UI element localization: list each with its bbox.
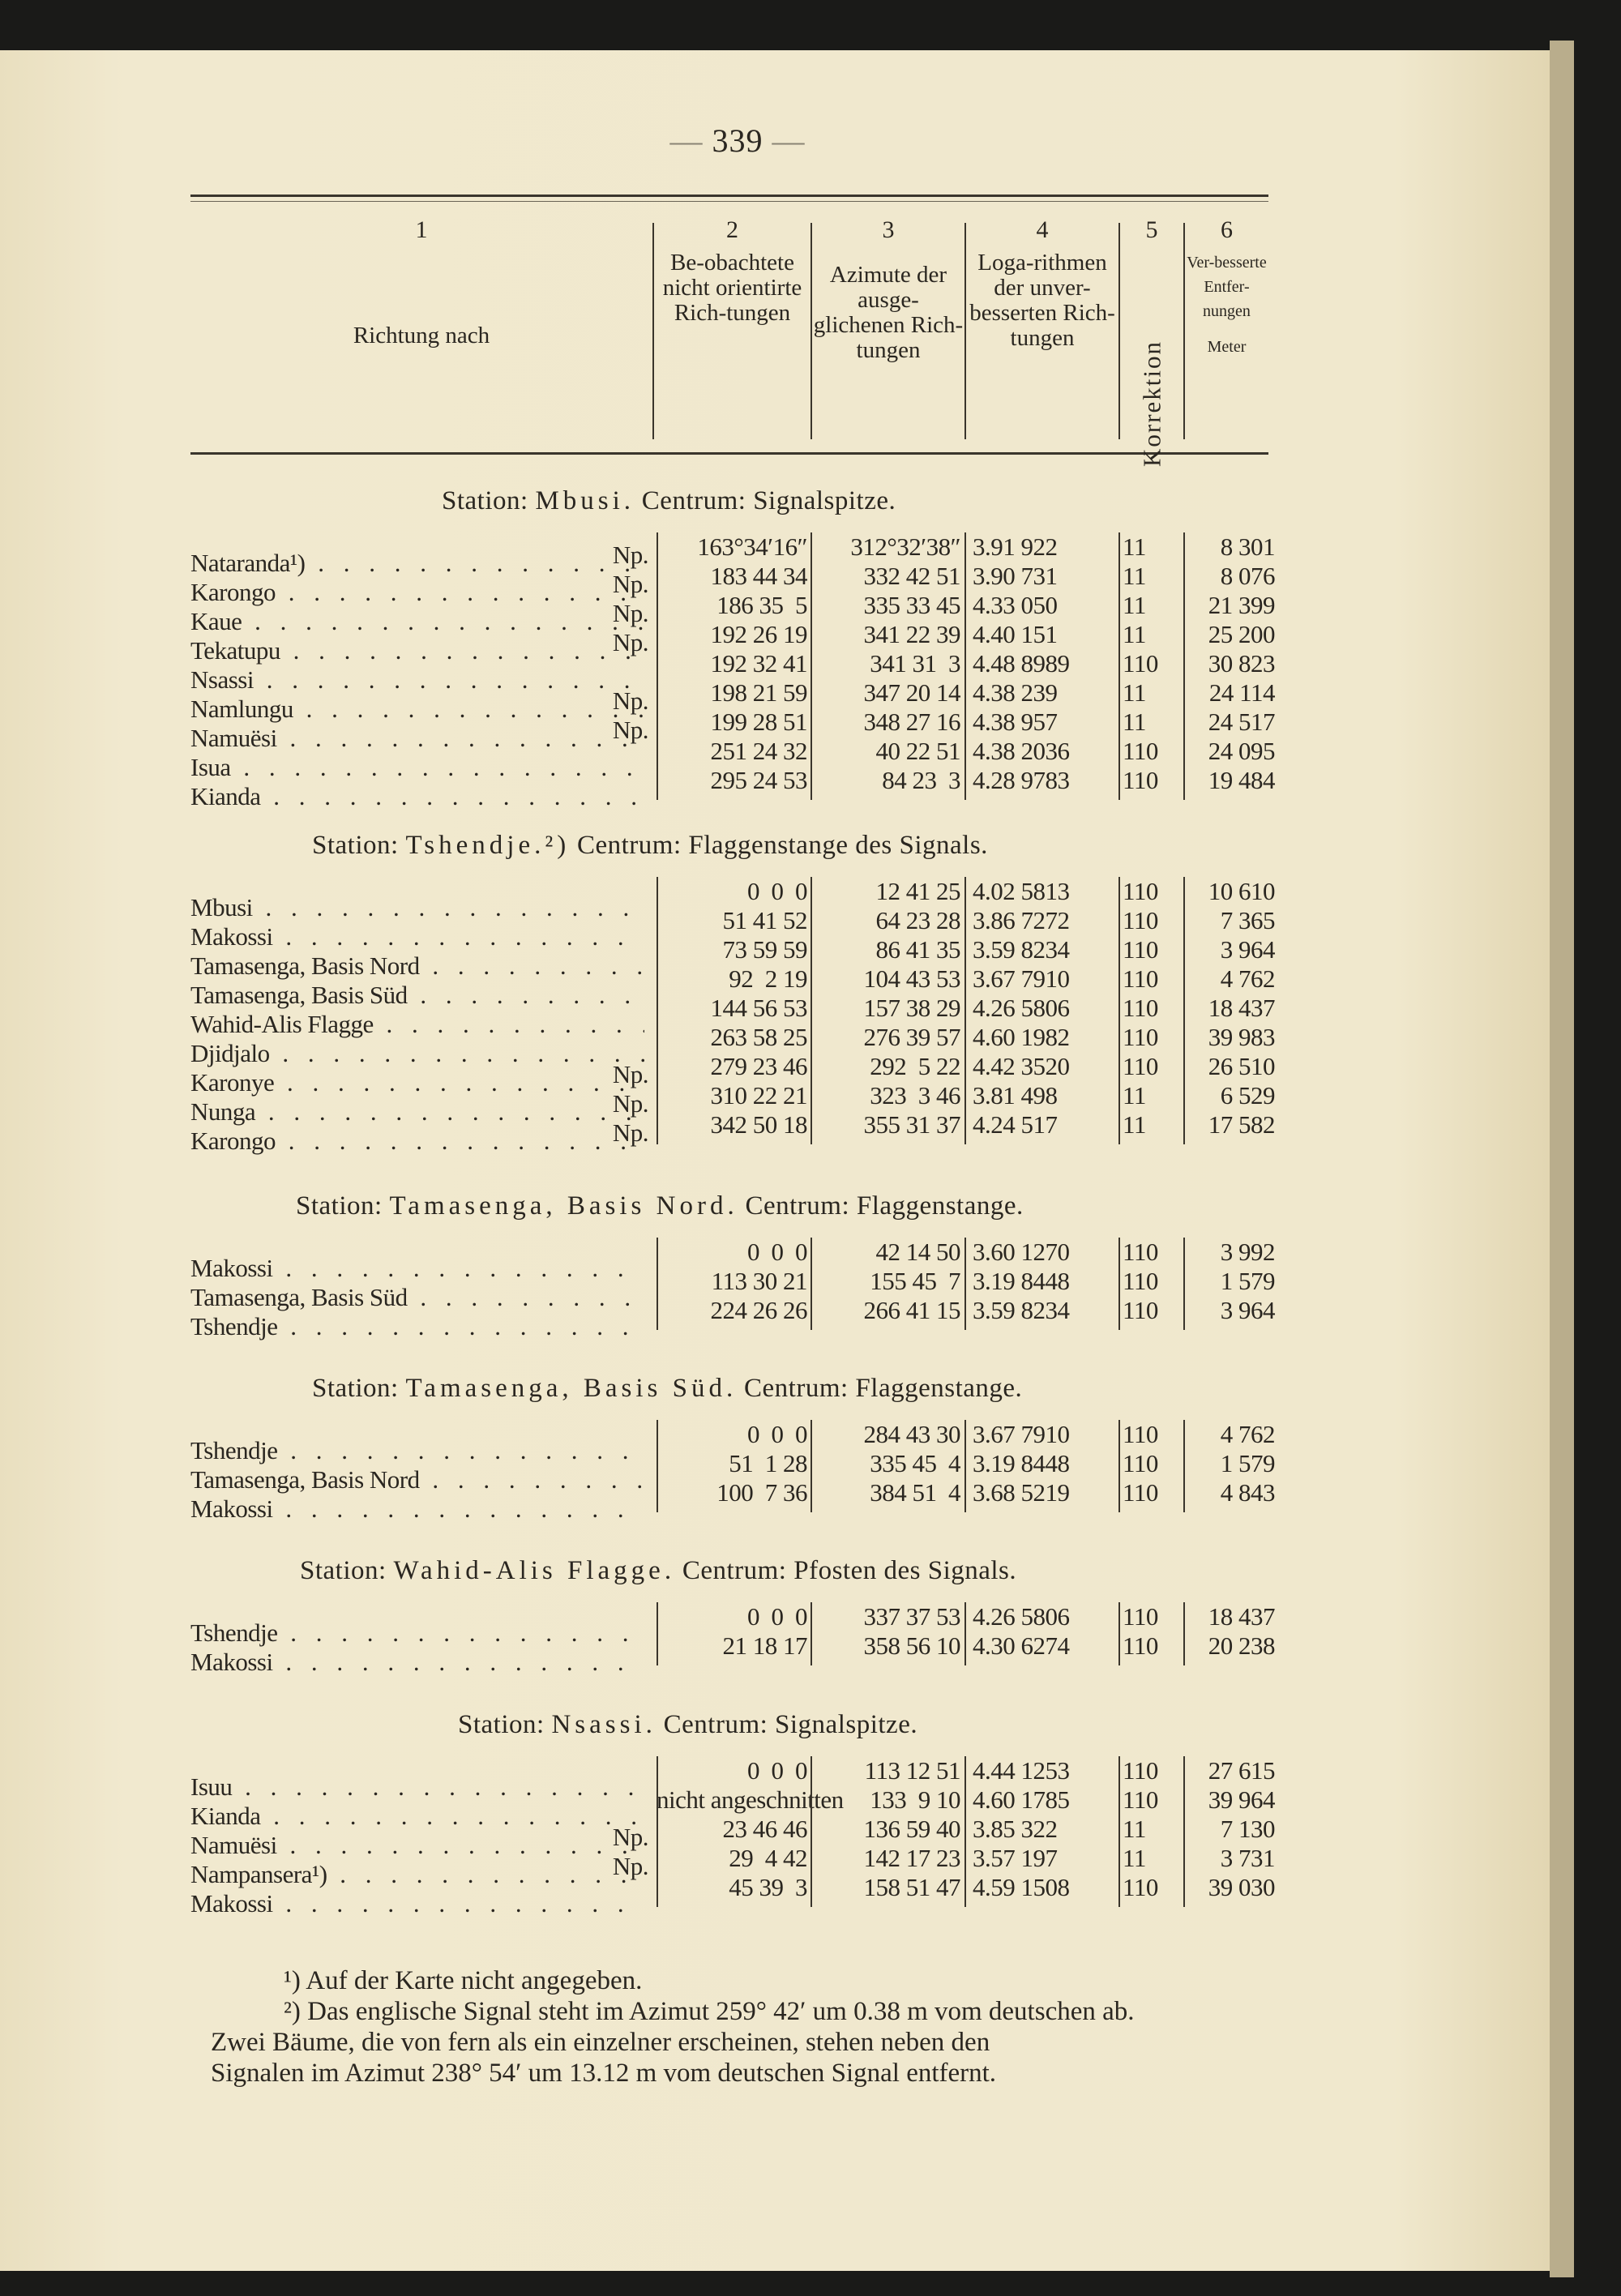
cell-c6: 8 076 (1220, 562, 1275, 590)
cell-c6: 27 615 (1208, 1756, 1275, 1785)
footnotes (211, 1965, 1313, 2089)
cell-c5: 11 (1123, 708, 1146, 736)
cell-c3: 341 31 3 (870, 649, 960, 678)
cell-c4: 3.19 8448 (973, 1267, 1070, 1295)
cell-c4: 4.40 151 (973, 620, 1058, 648)
column-rule (1118, 1756, 1120, 1907)
cell-c4: 3.67 7910 (973, 1420, 1070, 1448)
cell-c5: 110 (1123, 1602, 1158, 1631)
cell-np: Np. (612, 716, 648, 744)
cell-c2: 192 26 19 (710, 620, 807, 648)
cell-c2: 0 0 0 (747, 1756, 807, 1785)
cell-c4: 3.81 498 (973, 1081, 1058, 1110)
table-row (190, 766, 1277, 810)
cell-c4: 4.33 050 (973, 591, 1058, 619)
cell-name: Tamasenga, Basis Süd . . . (190, 981, 644, 1010)
cell-np: Np. (612, 1823, 648, 1851)
cell-c6: 7 130 (1220, 1815, 1275, 1843)
cell-c5: 11 (1123, 591, 1146, 619)
station-title-station: Tamasenga, Basis Süd. (405, 1374, 738, 1403)
cell-name: Namlungu . . . (190, 695, 644, 724)
cell-c3: 158 51 47 (863, 1873, 960, 1901)
cell-name: Makossi . . . (190, 1254, 644, 1283)
cell-c3: 84 23 3 (882, 766, 960, 794)
cell-c6: 18 437 (1208, 994, 1275, 1022)
column-rule (964, 877, 966, 1144)
cell-c2: 199 28 51 (710, 708, 807, 736)
cell-np: Np. (612, 1852, 648, 1880)
column-rule (657, 1602, 658, 1665)
cell-c6: 1 579 (1220, 1267, 1275, 1295)
cell-c4: 4.59 1508 (973, 1873, 1070, 1901)
station-title-centrum-label: Centrum: (576, 831, 682, 860)
cell-c5: 110 (1123, 766, 1158, 794)
column-rule (1118, 1602, 1120, 1665)
cell-c3: 133 9 10 (870, 1785, 960, 1814)
cell-c4: 4.26 5806 (973, 1602, 1070, 1631)
station-title-station-label: Station: (458, 1710, 545, 1739)
cell-c5: 11 (1123, 620, 1146, 648)
page-edge (1550, 41, 1574, 2277)
cell-c6: 39 030 (1208, 1873, 1275, 1901)
cell-c3: 86 41 35 (875, 935, 960, 964)
cell-c2: 163°34′16″ (697, 532, 807, 561)
station-title-centrum-label: Centrum: (663, 1710, 768, 1739)
cell-name: Nunga . . . (190, 1097, 644, 1127)
table-row (190, 1296, 1277, 1340)
cell-c3: 337 37 53 (863, 1602, 960, 1631)
cell-c2: 0 0 0 (747, 877, 807, 905)
cell-c6: 39 983 (1208, 1023, 1275, 1051)
cell-c4: 4.30 6274 (973, 1631, 1070, 1660)
cell-np: Np. (612, 570, 648, 598)
cell-np: Np. (612, 1089, 648, 1118)
station-title-station-label: Station: (442, 486, 528, 515)
cell-c2: 342 50 18 (710, 1110, 807, 1139)
column-rule (810, 877, 812, 1144)
column-rule (964, 1756, 966, 1907)
cell-name: Tshendje . . . (190, 1618, 644, 1648)
cell-c4: 4.44 1253 (973, 1756, 1070, 1785)
cell-c6: 26 510 (1208, 1052, 1275, 1080)
cell-c5: 110 (1123, 1052, 1158, 1080)
cell-c6: 7 365 (1220, 906, 1275, 934)
cell-c2: 183 44 34 (710, 562, 807, 590)
cell-c3: 155 45 7 (870, 1267, 960, 1295)
cell-name: Tamasenga, Basis Süd . . . (190, 1283, 644, 1312)
cell-c2: 29 4 42 (729, 1844, 807, 1872)
cell-name: Makossi . . . (190, 1648, 644, 1677)
cell-c3: 266 41 15 (863, 1296, 960, 1324)
cell-c2: 73 59 59 (722, 935, 807, 964)
cell-c6: 10 610 (1208, 877, 1275, 905)
station-title (312, 1374, 1277, 1404)
cell-c6: 24 114 (1208, 678, 1275, 707)
cell-c3: 292 5 22 (870, 1052, 960, 1080)
cell-c5: 110 (1123, 1631, 1158, 1660)
column-rule (1183, 1238, 1185, 1330)
cell-c4: 4.24 517 (973, 1110, 1058, 1139)
column-rule (657, 877, 658, 1144)
station-section (190, 1191, 1277, 1340)
cell-name: Karongo . . . (190, 1127, 644, 1156)
cell-c5: 11 (1123, 1110, 1146, 1139)
cell-c4: 4.38 239 (973, 678, 1058, 707)
table-row (190, 1110, 1277, 1155)
station-title-centrum: Flaggenstange. (855, 1374, 1023, 1403)
cell-c5: 110 (1123, 1238, 1158, 1266)
cell-c2: 310 22 21 (710, 1081, 807, 1110)
cell-c3: 312°32′38″ (850, 532, 960, 561)
column-rule (657, 1756, 658, 1907)
cell-c2: 23 46 46 (722, 1815, 807, 1843)
cell-np: Np. (612, 599, 648, 627)
cell-c2: 251 24 32 (710, 737, 807, 765)
column-rule (1183, 877, 1185, 1144)
cell-name: Namuësi . . . (190, 1831, 644, 1860)
column-rule (657, 1238, 658, 1330)
column-rule (1118, 877, 1120, 1144)
column-rule (964, 1420, 966, 1512)
column-rule (1183, 532, 1185, 800)
cell-c6: 18 437 (1208, 1602, 1275, 1631)
station-title (296, 1191, 1277, 1221)
cell-c6: 3 964 (1220, 1296, 1275, 1324)
cell-c5: 11 (1123, 678, 1146, 707)
cell-c6: 21 399 (1208, 591, 1275, 619)
cell-c2: 0 0 0 (747, 1602, 807, 1631)
cell-name: Nampansera¹) . . . (190, 1860, 644, 1889)
column-rule (810, 1756, 812, 1907)
cell-c6: 4 843 (1220, 1478, 1275, 1507)
station-title-centrum: Flaggenstange des Signals. (688, 831, 988, 860)
cell-c6: 19 484 (1208, 766, 1275, 794)
cell-c5: 110 (1123, 1785, 1158, 1814)
header-col-4: 4 Loga-rithmen der unver-besserten Rich-tungen (969, 216, 1115, 351)
cell-c2: 113 30 21 (711, 1267, 807, 1295)
cell-c2: 186 35 5 (716, 591, 807, 619)
cell-name: Kaue . . . (190, 607, 644, 636)
cell-c5: 110 (1123, 877, 1158, 905)
cell-name: Isuu . . . (190, 1772, 644, 1802)
station-title-station-label: Station: (312, 831, 399, 860)
cell-name: Kianda . . . (190, 1802, 644, 1831)
cell-name: Kianda . . . (190, 782, 644, 811)
column-rule (1118, 1420, 1120, 1512)
cell-c6: 24 095 (1208, 737, 1275, 765)
cell-c5: 110 (1123, 935, 1158, 964)
cell-name: Tshendje . . . (190, 1436, 644, 1465)
station-title (458, 1710, 1277, 1740)
cell-c2: 0 0 0 (747, 1420, 807, 1448)
footnote-2: ²) Das englische Signal steht im Azimut 259° 42′ um 0.38 m vom deutschen ab. (284, 1997, 1135, 2026)
cell-c6: 17 582 (1208, 1110, 1275, 1139)
station-title-centrum-label: Centrum: (745, 1191, 850, 1221)
cell-c3: 12 41 25 (875, 877, 960, 905)
station-title-station: Tamasenga, Basis Nord. (389, 1191, 738, 1221)
cell-c4: 3.57 197 (973, 1844, 1058, 1872)
cell-np: Np. (612, 1118, 648, 1147)
cell-c5: 110 (1123, 1756, 1158, 1785)
table-row (190, 1873, 1277, 1918)
cell-c3: 136 59 40 (863, 1815, 960, 1843)
column-rule (964, 532, 966, 800)
cell-name: Makossi . . . (190, 922, 644, 951)
station-section (190, 1374, 1277, 1523)
header-col-1: 1 Richtung nach (353, 216, 490, 348)
cell-name: Karongo . . . (190, 578, 644, 607)
cell-c4: 3.59 8234 (973, 1296, 1070, 1324)
header-col-6: 6 Ver-besserte Entfer-nungen Meter (1187, 216, 1267, 356)
station-title-centrum-label: Centrum: (682, 1556, 787, 1585)
cell-c5: 110 (1123, 1023, 1158, 1051)
table-row (190, 1631, 1277, 1676)
cell-c4: 3.90 731 (973, 562, 1058, 590)
station-title-station: Nsassi. (551, 1710, 657, 1739)
station-title-station: Tshendje.²) (405, 831, 571, 860)
cell-c5: 110 (1123, 964, 1158, 993)
cell-c3: 276 39 57 (863, 1023, 960, 1051)
station-title-station: Mbusi. (535, 486, 635, 515)
cell-c6: 3 731 (1220, 1844, 1275, 1872)
cell-c4: 4.38 957 (973, 708, 1058, 736)
cell-c2: 21 18 17 (722, 1631, 807, 1660)
cell-c3: 355 31 37 (863, 1110, 960, 1139)
cell-c3: 384 51 4 (870, 1478, 960, 1507)
cell-c2: 198 21 59 (710, 678, 807, 707)
cell-c6: 25 200 (1208, 620, 1275, 648)
cell-c4: 4.26 5806 (973, 994, 1070, 1022)
cell-c3: 104 43 53 (863, 964, 960, 993)
station-section (190, 831, 1277, 1155)
cell-c2: 51 1 28 (729, 1449, 807, 1477)
cell-name: Makossi . . . (190, 1889, 644, 1918)
station-title (300, 1556, 1277, 1586)
cell-name: Wahid-Alis Flagge . . . (190, 1010, 644, 1039)
cell-name: Isua . . . (190, 753, 644, 782)
station-title-station-label: Station: (300, 1556, 387, 1585)
cell-name: Mbusi . . . (190, 893, 644, 922)
cell-c3: 341 22 39 (863, 620, 960, 648)
column-rule (1183, 1420, 1185, 1512)
cell-c5: 110 (1123, 737, 1158, 765)
station-title-station-label: Station: (312, 1374, 399, 1403)
cell-c5: 110 (1123, 1420, 1158, 1448)
cell-name: Tekatupu . . . (190, 636, 644, 665)
cell-name: Tshendje . . . (190, 1312, 644, 1341)
column-rule (810, 1602, 812, 1665)
station-title-centrum: Pfosten des Signals. (793, 1556, 1017, 1585)
cell-c6: 39 964 (1208, 1785, 1275, 1814)
cell-name: Karonye . . . (190, 1068, 644, 1097)
cell-c5: 110 (1123, 906, 1158, 934)
cell-c5: 110 (1123, 1267, 1158, 1295)
cell-c4: 3.86 7272 (973, 906, 1070, 934)
cell-c2: 295 24 53 (710, 766, 807, 794)
cell-c6: 24 517 (1208, 708, 1275, 736)
column-rule (810, 1420, 812, 1512)
cell-c5: 11 (1123, 1081, 1146, 1110)
station-title-centrum-label: Centrum: (641, 486, 746, 515)
cell-c5: 110 (1123, 1478, 1158, 1507)
cell-c2: 100 7 36 (716, 1478, 807, 1507)
cell-c2: 192 32 41 (710, 649, 807, 678)
cell-c3: 113 12 51 (864, 1756, 960, 1785)
column-rule (1118, 1238, 1120, 1330)
cell-c2: 144 56 53 (710, 994, 807, 1022)
station-title-centrum: Flaggenstange. (856, 1191, 1024, 1221)
cell-c6: 6 529 (1220, 1081, 1275, 1110)
cell-c6: 4 762 (1220, 964, 1275, 993)
cell-c2: 51 41 52 (722, 906, 807, 934)
cell-c6: 30 823 (1208, 649, 1275, 678)
cell-c2: 0 0 0 (747, 1238, 807, 1266)
cell-c4: 4.02 5813 (973, 877, 1070, 905)
cell-c6: 8 301 (1220, 532, 1275, 561)
cell-c3: 40 22 51 (875, 737, 960, 765)
header-col-2: 2 Be-obachtete nicht orientirte Rich-tungen (662, 216, 802, 326)
cell-c6: 3 992 (1220, 1238, 1275, 1266)
cell-np: Np. (612, 541, 648, 569)
cell-c4: 3.85 322 (973, 1815, 1058, 1843)
cell-c5: 11 (1123, 1815, 1146, 1843)
cell-c3: 332 42 51 (863, 562, 960, 590)
column-rule (1118, 532, 1120, 800)
cell-name: Makossi . . . (190, 1494, 644, 1524)
cell-c5: 11 (1123, 1844, 1146, 1872)
cell-c5: 11 (1123, 532, 1146, 561)
cell-c5: 110 (1123, 1873, 1158, 1901)
cell-name: Tamasenga, Basis Nord . . . (190, 1465, 644, 1494)
cell-name: Tamasenga, Basis Nord . . . (190, 951, 644, 981)
cell-c6: 20 238 (1208, 1631, 1275, 1660)
station-title-station-label: Station: (296, 1191, 383, 1221)
cell-c2: 224 26 26 (710, 1296, 807, 1324)
cell-c3: 42 14 50 (875, 1238, 960, 1266)
cell-c3: 142 17 23 (863, 1844, 960, 1872)
cell-c5: 110 (1123, 649, 1158, 678)
cell-c3: 335 33 45 (863, 591, 960, 619)
cell-c6: 4 762 (1220, 1420, 1275, 1448)
cell-c3: 64 23 28 (875, 906, 960, 934)
header-col-5: 5 Korrektion (1137, 216, 1166, 468)
column-rule (810, 1238, 812, 1330)
cell-np: Np. (612, 628, 648, 656)
cell-c4: 3.59 8234 (973, 935, 1070, 964)
table-row (190, 1478, 1277, 1523)
cell-c4: 3.68 5219 (973, 1478, 1070, 1507)
cell-c2: 263 58 25 (710, 1023, 807, 1051)
station-title-centrum: Signalspitze. (753, 486, 896, 515)
cell-name: Nataranda¹) . . . (190, 549, 644, 578)
cell-c4: 4.60 1785 (973, 1785, 1070, 1814)
cell-c5: 11 (1123, 562, 1146, 590)
cell-c2: 279 23 46 (710, 1052, 807, 1080)
cell-c3: 347 20 14 (863, 678, 960, 707)
footnote-1: ¹) Auf der Karte nicht angegeben. (284, 1966, 643, 1995)
cell-c4: 4.28 9783 (973, 766, 1070, 794)
cell-c6: 3 964 (1220, 935, 1275, 964)
cell-c4: 4.42 3520 (973, 1052, 1070, 1080)
station-section (190, 1556, 1277, 1676)
cell-name: Nsassi . . . (190, 665, 644, 695)
column-rule (657, 532, 658, 800)
station-section (190, 486, 1277, 810)
cell-c4: 3.91 922 (973, 532, 1058, 561)
cell-c4: 3.60 1270 (973, 1238, 1070, 1266)
cell-np: Np. (612, 686, 648, 715)
column-rule (1183, 1756, 1185, 1907)
footnote-2-line-2: Zwei Bäume, die von fern als ein einzelner erscheinen, stehen neben den (211, 2028, 990, 2057)
cell-c4: 4.60 1982 (973, 1023, 1070, 1051)
station-title-station: Wahid-Alis Flagge. (393, 1556, 676, 1585)
column-rule (964, 1238, 966, 1330)
cell-c3: 157 38 29 (863, 994, 960, 1022)
column-rule (964, 1602, 966, 1665)
cell-c5: 110 (1123, 1449, 1158, 1477)
cell-c3: 348 27 16 (863, 708, 960, 736)
station-title-centrum: Signalspitze. (775, 1710, 918, 1739)
station-section (190, 1710, 1277, 1918)
cell-c3: 358 56 10 (863, 1631, 960, 1660)
cell-c6: 1 579 (1220, 1449, 1275, 1477)
cell-c4: 3.67 7910 (973, 964, 1070, 993)
cell-c2: 45 39 3 (729, 1873, 807, 1901)
cell-name: Namuësi . . . (190, 724, 644, 753)
cell-c5: 110 (1123, 994, 1158, 1022)
cell-name: Djidjalo . . . (190, 1039, 644, 1068)
cell-c3: 335 45 4 (870, 1449, 960, 1477)
footnote-2-line-3: Signalen im Azimut 238° 54′ um 13.12 m vom deutschen Signal entfernt. (211, 2059, 997, 2088)
cell-c5: 110 (1123, 1296, 1158, 1324)
station-title (442, 486, 1277, 516)
column-rule (657, 1420, 658, 1512)
page-number-value: 339 (712, 122, 763, 159)
page-number: — 339 — (669, 122, 806, 159)
column-rule (810, 532, 812, 800)
cell-c3: 323 3 46 (870, 1081, 960, 1110)
header-col-3: 3 Azimute der ausge-glichenen Rich-tungen (813, 216, 964, 363)
cell-c4: 4.48 8989 (973, 649, 1070, 678)
cell-c4: 4.38 2036 (973, 737, 1070, 765)
cell-c2: 92 2 19 (729, 964, 807, 993)
station-title-centrum-label: Centrum: (744, 1374, 849, 1403)
column-rule (1183, 1602, 1185, 1665)
cell-c2: nicht angeschnitten (657, 1785, 844, 1814)
cell-np: Np. (612, 1060, 648, 1088)
cell-c3: 284 43 30 (863, 1420, 960, 1448)
station-title (312, 831, 1277, 861)
cell-c4: 3.19 8448 (973, 1449, 1070, 1477)
table-header (190, 195, 1268, 468)
